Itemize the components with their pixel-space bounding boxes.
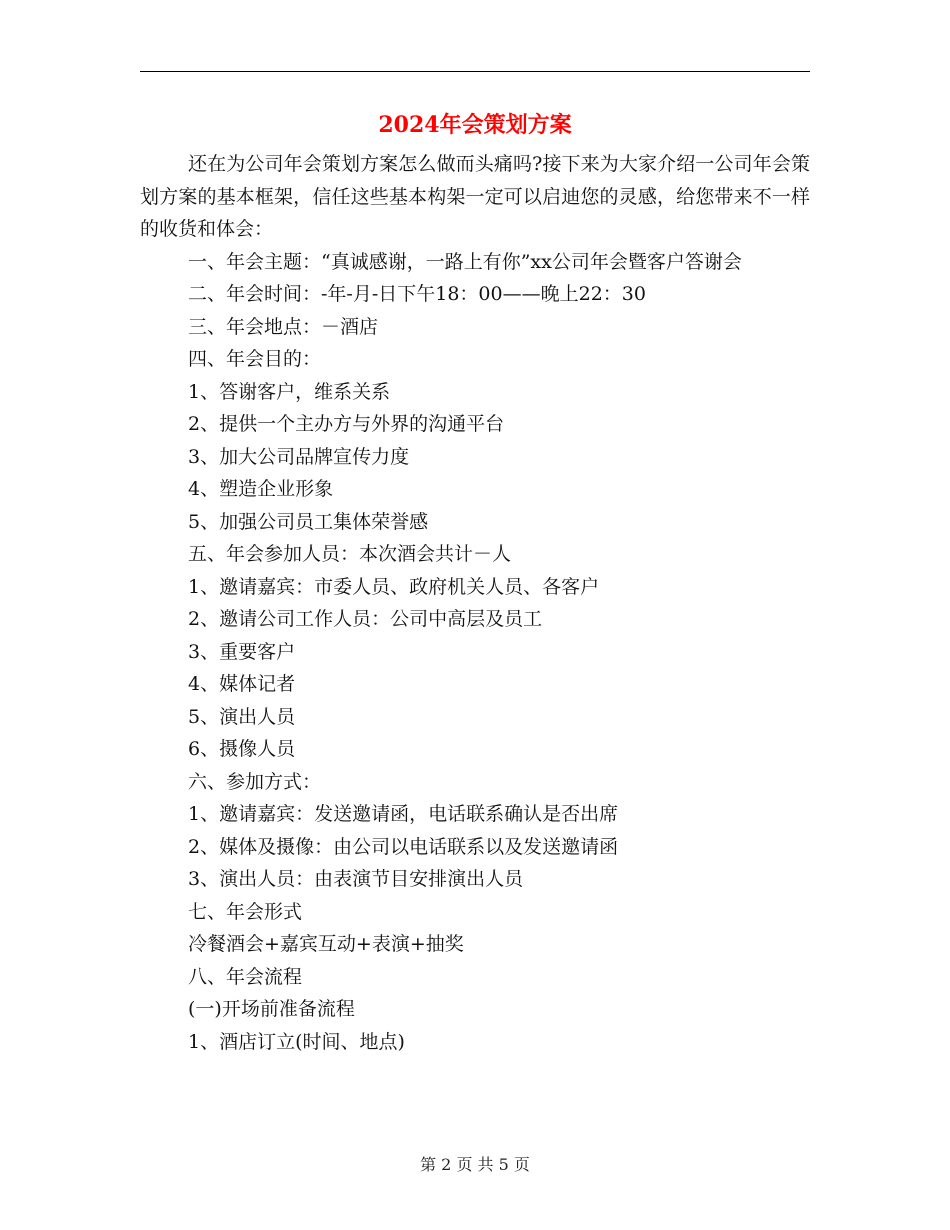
list-item: 3、加大公司品牌宣传力度 [188, 445, 410, 468]
list-item: 6、摄像人员 [188, 738, 296, 760]
list-item: 三、年会地点：－酒店 [188, 315, 379, 338]
list-item: 5、演出人员 [188, 705, 296, 728]
list-item: 六、参加方式： [188, 770, 322, 793]
list-item: 七、年会形式 [188, 900, 303, 923]
theme-paragraph: 一、年会主题：“真诚感谢，一路上有你”xx公司年会暨客户答谢会 [188, 250, 742, 273]
list-item: 八、年会流程 [188, 965, 303, 988]
list-item: 1、邀请嘉宾：发送邀请函，电话联系确认是否出席 [188, 803, 619, 825]
list-item: 2、媒体及摄像：由公司以电话联系以及发送邀请函 [188, 835, 619, 858]
list-item: 2、提供一个主办方与外界的沟通平台 [188, 413, 505, 435]
list-item: 4、塑造企业形象 [188, 478, 334, 500]
list-item: 四、年会目的： [188, 348, 322, 370]
list-item: 1、邀请嘉宾：市委人员、政府机关人员、各客户 [188, 575, 600, 598]
list-item: 3、重要客户 [188, 640, 296, 663]
document-body [140, 148, 810, 1058]
list-item: (一)开场前准备流程 [188, 998, 355, 1020]
list-item: 二、年会时间：-年-月-日下午18：00——晚上22：30 [188, 283, 646, 305]
list-item: 1、酒店订立(时间、地点) [188, 1030, 405, 1053]
list-item: 冷餐酒会+嘉宾互动+表演+抽奖 [188, 933, 464, 955]
list-item: 1、答谢客户，维系关系 [188, 380, 391, 403]
content-lines [140, 278, 810, 1058]
header-rule [140, 71, 810, 72]
intro-paragraph: 还在为公司年会策划方案怎么做而头痛吗?接下来为大家介绍一公司年会策划方案的基本框架，信任这些基本构架一定可以启迪您的灵感，给您带来不一样的收货和体会： [140, 153, 810, 240]
page-number: 第 2 页 共 5 页 [420, 1155, 530, 1174]
list-item: 2、邀请公司工作人员：公司中高层及员工 [188, 608, 543, 630]
list-item: 五、年会参加人员：本次酒会共计－人 [188, 543, 512, 565]
list-item: 3、演出人员：由表演节目安排演出人员 [188, 868, 524, 890]
document-title: 2024年会策划方案 [378, 112, 572, 138]
list-item: 4、媒体记者 [188, 673, 296, 695]
list-item: 5、加强公司员工集体荣誉感 [188, 510, 429, 533]
